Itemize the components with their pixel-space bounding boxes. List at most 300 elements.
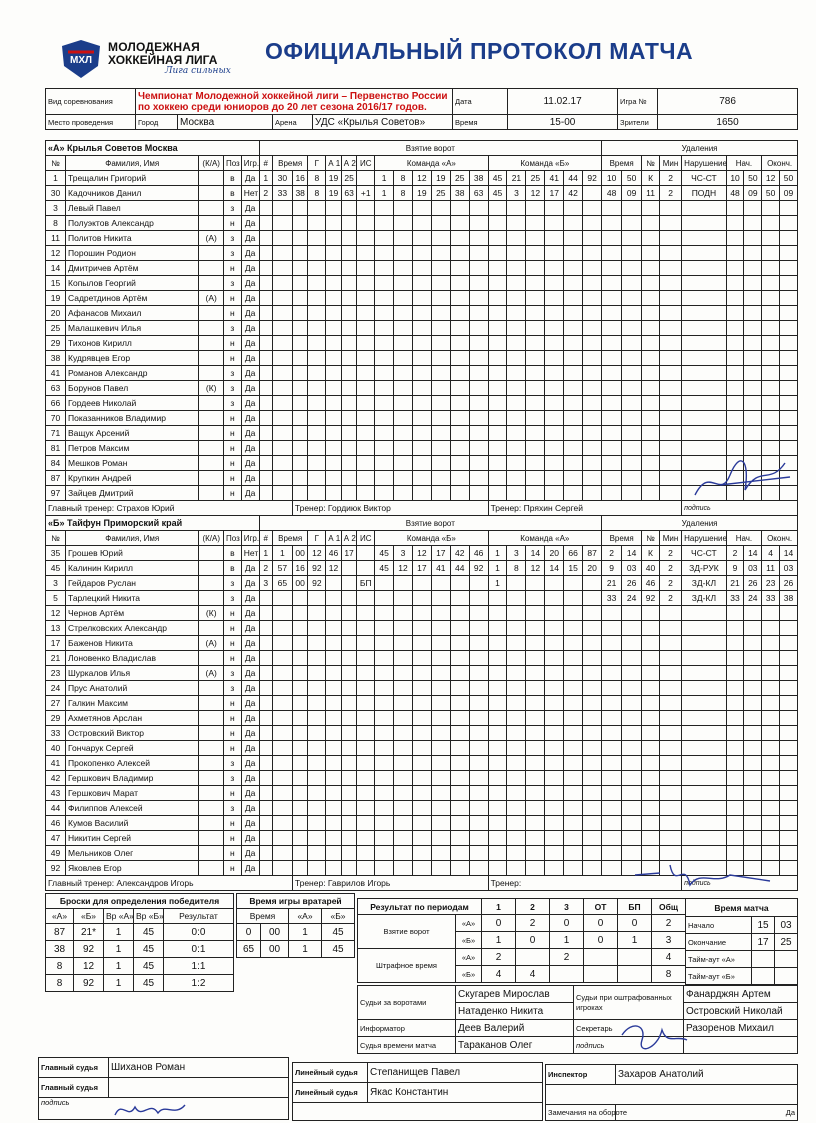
- penalty-cell: [622, 291, 642, 306]
- goal-cell: [412, 246, 431, 261]
- penalty-cell: [726, 306, 744, 321]
- penalty-cell: [642, 231, 660, 246]
- player-played: Да: [241, 366, 259, 381]
- goal-cell: [488, 696, 507, 711]
- table-row: [46, 546, 798, 561]
- goal-cell: [412, 861, 431, 876]
- periods-title: Результат по периодам: [358, 899, 482, 915]
- penalty-cell: [602, 411, 622, 426]
- player-number: 41: [46, 756, 66, 771]
- player-played: Да: [241, 801, 259, 816]
- goal-cell: [292, 786, 308, 801]
- goal-cell: 1: [488, 576, 507, 591]
- penalty-cell: [762, 336, 780, 351]
- player-role: [199, 276, 223, 291]
- goal-cell: [357, 651, 375, 666]
- goal-cell: [507, 801, 526, 816]
- penalty-cell: [622, 831, 642, 846]
- player-role: [199, 576, 223, 591]
- period-goals-b: «Б»: [456, 932, 482, 949]
- penalty-cell: [602, 771, 622, 786]
- goal-cell: [394, 366, 413, 381]
- goal-cell: [488, 801, 507, 816]
- goal-cell: [488, 411, 507, 426]
- penalty-cell: [682, 681, 726, 696]
- goal-cell: [308, 726, 326, 741]
- goal-cell: [308, 696, 326, 711]
- penalty-cell: 21: [726, 576, 744, 591]
- goal-cell: [526, 711, 545, 726]
- goal-cell: 3: [394, 546, 413, 561]
- goal-cell: [308, 231, 326, 246]
- linesman-2: Якас Константин: [368, 1083, 543, 1103]
- goalie-b-hdr: «Б»: [322, 909, 355, 924]
- goal-cell: [308, 246, 326, 261]
- match-info: [45, 88, 798, 130]
- goal-cell: [488, 831, 507, 846]
- goal-cell: [357, 306, 375, 321]
- goal-cell: [292, 861, 308, 876]
- period-goals-a: «А»: [456, 915, 482, 932]
- goal-cell: [526, 216, 545, 231]
- penalty-cell: [622, 261, 642, 276]
- goal-cell: [375, 831, 394, 846]
- goal-cell: [488, 591, 507, 606]
- table-row: [46, 726, 798, 741]
- penalty-cell: [622, 681, 642, 696]
- goal-cell: [357, 786, 375, 801]
- team_b-goals-title: Взятие ворот: [259, 516, 602, 531]
- penalty-cell: [726, 366, 744, 381]
- period-goals-b-cell: 0: [584, 932, 618, 949]
- penalty-cell: [659, 621, 681, 636]
- penalty-cell: [726, 756, 744, 771]
- goal-cell: 63: [469, 186, 488, 201]
- penalty-cell: [762, 621, 780, 636]
- penalty-cell: [726, 216, 744, 231]
- shootout-cell: 12: [74, 958, 104, 975]
- goal-cell: [412, 591, 431, 606]
- shootout-cell: 1:2: [164, 975, 234, 992]
- goal-cell: [341, 216, 357, 231]
- period-pen-a: «А»: [456, 949, 482, 966]
- goal-cell: [412, 606, 431, 621]
- goal-cell: [545, 366, 564, 381]
- player-pos: н: [223, 846, 241, 861]
- goal-cell: [450, 591, 469, 606]
- penalty-cell: [602, 216, 622, 231]
- team_b-hdr-pstart: Нач.: [726, 531, 762, 546]
- goal-cell: [526, 276, 545, 291]
- goal-cell: [375, 456, 394, 471]
- player-role: [199, 651, 223, 666]
- goal-cell: [394, 486, 413, 501]
- goal-cell: [450, 231, 469, 246]
- goal-cell: [259, 861, 272, 876]
- penalty-cell: [744, 246, 762, 261]
- penalty-cell: [744, 366, 762, 381]
- goal-cell: [326, 621, 342, 636]
- penalty-cell: [780, 441, 798, 456]
- goal-cell: [526, 306, 545, 321]
- goalie-time-cell: 1: [289, 924, 322, 941]
- goal-cell: [564, 801, 583, 816]
- goal-cell: [469, 606, 488, 621]
- goal-cell: [341, 336, 357, 351]
- goal-cell: [564, 681, 583, 696]
- player-pos: з: [223, 246, 241, 261]
- goal-cell: [308, 771, 326, 786]
- penalty-cell: [659, 396, 681, 411]
- signature-referee-icon: [110, 1095, 190, 1123]
- team_a-hdr-4: Игр.: [241, 156, 259, 171]
- penalty-cell: 14: [744, 546, 762, 561]
- goal-cell: [341, 396, 357, 411]
- goal-cell: [357, 846, 375, 861]
- timekeeper-label: Судья времени матча: [358, 1037, 456, 1054]
- team_a-hdr-2: (К/А): [199, 156, 223, 171]
- penalty-cell: [622, 471, 642, 486]
- player-played: Да: [241, 861, 259, 876]
- goal-cell: [507, 336, 526, 351]
- penalty-cell: [642, 441, 660, 456]
- player-role: [199, 351, 223, 366]
- goal-cell: [375, 711, 394, 726]
- goal-cell: [488, 681, 507, 696]
- period-col-0: 1: [482, 899, 516, 915]
- goal-cell: [450, 366, 469, 381]
- player-role: [199, 171, 223, 186]
- period-pen-b-cell: 8: [652, 966, 686, 983]
- goal-cell: [507, 426, 526, 441]
- penalty-cell: 11: [762, 561, 780, 576]
- goal-cell: [488, 261, 507, 276]
- penalty-cell: 09: [744, 186, 762, 201]
- penalty-cell: [622, 336, 642, 351]
- goal-cell: [469, 396, 488, 411]
- goal-cell: 21: [507, 171, 526, 186]
- table-row: [46, 396, 798, 411]
- goal-cell: [375, 261, 394, 276]
- penalty-cell: [779, 651, 797, 666]
- player-role: [199, 216, 223, 231]
- team_a-hdr-5: #: [259, 156, 272, 171]
- penalty-cell: [642, 396, 660, 411]
- player-number: 25: [46, 321, 66, 336]
- player-name: Гершкович Владимир: [66, 771, 199, 786]
- player-played: Да: [241, 276, 259, 291]
- goal-cell: [583, 216, 602, 231]
- goal-cell: [259, 666, 272, 681]
- player-role: [199, 186, 223, 201]
- penalty-cell: [622, 351, 642, 366]
- goal-cell: [326, 396, 342, 411]
- goal-cell: [341, 321, 357, 336]
- goal-cell: [583, 576, 602, 591]
- goal-cell: [292, 591, 308, 606]
- player-pos: н: [223, 411, 241, 426]
- goal-cell: 65: [272, 576, 292, 591]
- goal-cell: [326, 411, 342, 426]
- goal-cell: [583, 636, 602, 651]
- goal-cell: [469, 816, 488, 831]
- penalty-cell: 2: [659, 546, 681, 561]
- penalty-cell: [682, 816, 726, 831]
- goal-cell: [326, 681, 342, 696]
- player-role: [199, 246, 223, 261]
- table-row: [46, 171, 798, 186]
- player-number: 24: [46, 681, 66, 696]
- player-role: [199, 741, 223, 756]
- table-row: [46, 816, 798, 831]
- player-pos: н: [223, 651, 241, 666]
- penalty-cell: 48: [602, 186, 622, 201]
- goal-cell: [341, 201, 357, 216]
- table-row: [46, 975, 234, 992]
- goal-cell: [308, 276, 326, 291]
- goal-cell: [488, 246, 507, 261]
- goal-cell: [507, 576, 526, 591]
- penalty-cell: [744, 666, 762, 681]
- goal-cell: [357, 216, 375, 231]
- goal-cell: [375, 201, 394, 216]
- goal-cell: [583, 276, 602, 291]
- goal-cell: [292, 621, 308, 636]
- penalty-cell: [642, 366, 660, 381]
- penalty-cell: [642, 426, 660, 441]
- player-pos: з: [223, 366, 241, 381]
- goal-cell: [488, 621, 507, 636]
- goal-cell: [259, 816, 272, 831]
- table-row: [46, 636, 798, 651]
- shootout-cell: 92: [74, 941, 104, 958]
- goal-cell: [526, 471, 545, 486]
- table-row: [46, 958, 234, 975]
- shootout-cell: 1: [104, 975, 134, 992]
- penalty-cell: [622, 816, 642, 831]
- penalty-cell: [602, 276, 622, 291]
- penalty-cell: [659, 336, 681, 351]
- penalty-cell: [642, 681, 660, 696]
- goal-cell: [292, 456, 308, 471]
- goal-cell: [394, 216, 413, 231]
- goal-cell: [341, 366, 357, 381]
- player-played: Да: [241, 786, 259, 801]
- goal-cell: [341, 246, 357, 261]
- goal-cell: [450, 606, 469, 621]
- period-pen-b-cell: [618, 966, 652, 983]
- goal-cell: [326, 831, 342, 846]
- goal-cell: [545, 651, 564, 666]
- goal-cell: [431, 456, 450, 471]
- goal-cell: [357, 606, 375, 621]
- goal-cell: [272, 771, 292, 786]
- goal-cell: [375, 681, 394, 696]
- goal-cell: [394, 441, 413, 456]
- penalty-cell: [602, 306, 622, 321]
- player-played: Да: [241, 456, 259, 471]
- table-row: [46, 621, 798, 636]
- goal-cell: [308, 816, 326, 831]
- penalty-cell: [744, 336, 762, 351]
- informer: Деев Валерий: [456, 1020, 574, 1037]
- goal-cell: [583, 771, 602, 786]
- penalty-cell: [744, 426, 762, 441]
- penalty-cell: [622, 621, 642, 636]
- goal-cell: [488, 771, 507, 786]
- goal-cell: [450, 216, 469, 231]
- penalty-cell: [642, 726, 660, 741]
- goal-cell: [357, 351, 375, 366]
- remarks-value: Да: [616, 1105, 798, 1121]
- period-pen-a-cell: [618, 949, 652, 966]
- goal-cell: [272, 366, 292, 381]
- goal-cell: [526, 861, 545, 876]
- goal-cell: [564, 336, 583, 351]
- penalty-cell: [659, 816, 681, 831]
- player-pos: з: [223, 381, 241, 396]
- goal-cell: [308, 486, 326, 501]
- goal-cell: [431, 666, 450, 681]
- goal-cell: [375, 351, 394, 366]
- player-number: 12: [46, 246, 66, 261]
- goal-cell: [357, 621, 375, 636]
- goal-cell: [545, 636, 564, 651]
- penalty-cell: [779, 756, 797, 771]
- goal-cell: 19: [326, 171, 342, 186]
- goal-cell: [357, 171, 375, 186]
- goal-cell: [450, 801, 469, 816]
- goal-cell: [308, 846, 326, 861]
- penalty-cell: [659, 681, 681, 696]
- goal-cell: [545, 216, 564, 231]
- penalty-cell: [726, 816, 744, 831]
- goal-cell: [375, 786, 394, 801]
- penalty-cell: [642, 321, 660, 336]
- goal-cell: [341, 561, 357, 576]
- goal-cell: [357, 411, 375, 426]
- goal-cell: [308, 201, 326, 216]
- timekeeper: Тараканов Олег: [456, 1037, 574, 1054]
- goal-cell: [564, 261, 583, 276]
- goal-cell: [375, 576, 394, 591]
- player-role: [199, 846, 223, 861]
- team-a-section: [45, 140, 798, 516]
- goal-judge-2: Натаденко Никита: [456, 1003, 574, 1020]
- goal-cell: 57: [272, 561, 292, 576]
- penalty-cell: [659, 306, 681, 321]
- player-role: [199, 366, 223, 381]
- penalty-cell: [726, 636, 744, 651]
- goal-cell: [259, 441, 272, 456]
- signature-b-icon: [630, 855, 780, 895]
- goal-cell: [545, 816, 564, 831]
- goal-cell: [292, 276, 308, 291]
- penalty-cell: [659, 696, 681, 711]
- player-pos: н: [223, 426, 241, 441]
- goal-cell: [326, 351, 342, 366]
- goal-cell: [394, 786, 413, 801]
- penalty-cell: [762, 231, 780, 246]
- chief-referee-1: Шиханов Роман: [109, 1058, 289, 1078]
- goal-cell: [394, 621, 413, 636]
- penalty-cell: [762, 726, 780, 741]
- goal-cell: [341, 411, 357, 426]
- goal-cell: [564, 831, 583, 846]
- penalty-cell: ЗД-КЛ: [682, 591, 726, 606]
- player-role: (А): [199, 231, 223, 246]
- signature-secretary-icon: [612, 1015, 692, 1060]
- goal-cell: [469, 591, 488, 606]
- goal-cell: [488, 441, 507, 456]
- penalty-cell: [642, 216, 660, 231]
- team_a-title: «А» Крылья Советов Москва: [46, 141, 260, 156]
- goal-cell: [308, 321, 326, 336]
- penalty-cell: [779, 831, 797, 846]
- player-pos: н: [223, 471, 241, 486]
- penalty-cell: [622, 801, 642, 816]
- team_a-hdr-g2: А 2: [341, 156, 357, 171]
- penalty-cell: [780, 396, 798, 411]
- goal-cell: [326, 216, 342, 231]
- goal-cell: [394, 726, 413, 741]
- goal-cell: [583, 291, 602, 306]
- goal-cell: [272, 291, 292, 306]
- shootout-cell: 87: [46, 924, 74, 941]
- penalty-cell: [659, 711, 681, 726]
- penalty-cell: [682, 276, 726, 291]
- table-row: [46, 924, 234, 941]
- goal-cell: 8: [308, 171, 326, 186]
- player-number: 30: [46, 186, 66, 201]
- inspector: Захаров Анатолий: [616, 1065, 798, 1085]
- goal-cell: [412, 786, 431, 801]
- goal-cell: [375, 381, 394, 396]
- penalty-cell: [682, 291, 726, 306]
- goal-cell: [583, 726, 602, 741]
- player-played: Да: [241, 636, 259, 651]
- goal-cell: [394, 681, 413, 696]
- table-row: [46, 231, 798, 246]
- goal-cell: [488, 651, 507, 666]
- logo-mark-text: МХЛ: [69, 55, 93, 66]
- goal-cell: [564, 606, 583, 621]
- goal-cell: [488, 726, 507, 741]
- goal-cell: [308, 456, 326, 471]
- goal-cell: [375, 816, 394, 831]
- penalty-cell: 03: [622, 561, 642, 576]
- goal-cell: [507, 786, 526, 801]
- penalty-cell: [762, 711, 780, 726]
- player-name: Крупкин Андрей: [66, 471, 199, 486]
- goal-cell: [357, 426, 375, 441]
- team_b-hdr-ptime: Время: [602, 531, 642, 546]
- penalty-cell: [726, 246, 744, 261]
- goal-cell: [394, 231, 413, 246]
- penalty-cell: [659, 831, 681, 846]
- penalty-cell: [762, 426, 780, 441]
- penalty-cell: [622, 696, 642, 711]
- goal-cell: [469, 651, 488, 666]
- player-number: 97: [46, 486, 66, 501]
- goal-cell: [526, 756, 545, 771]
- player-pos: з: [223, 756, 241, 771]
- goal-cell: [564, 711, 583, 726]
- goal-cell: [272, 201, 292, 216]
- penalty-cell: [622, 756, 642, 771]
- goal-cell: [469, 861, 488, 876]
- goal-cell: [507, 696, 526, 711]
